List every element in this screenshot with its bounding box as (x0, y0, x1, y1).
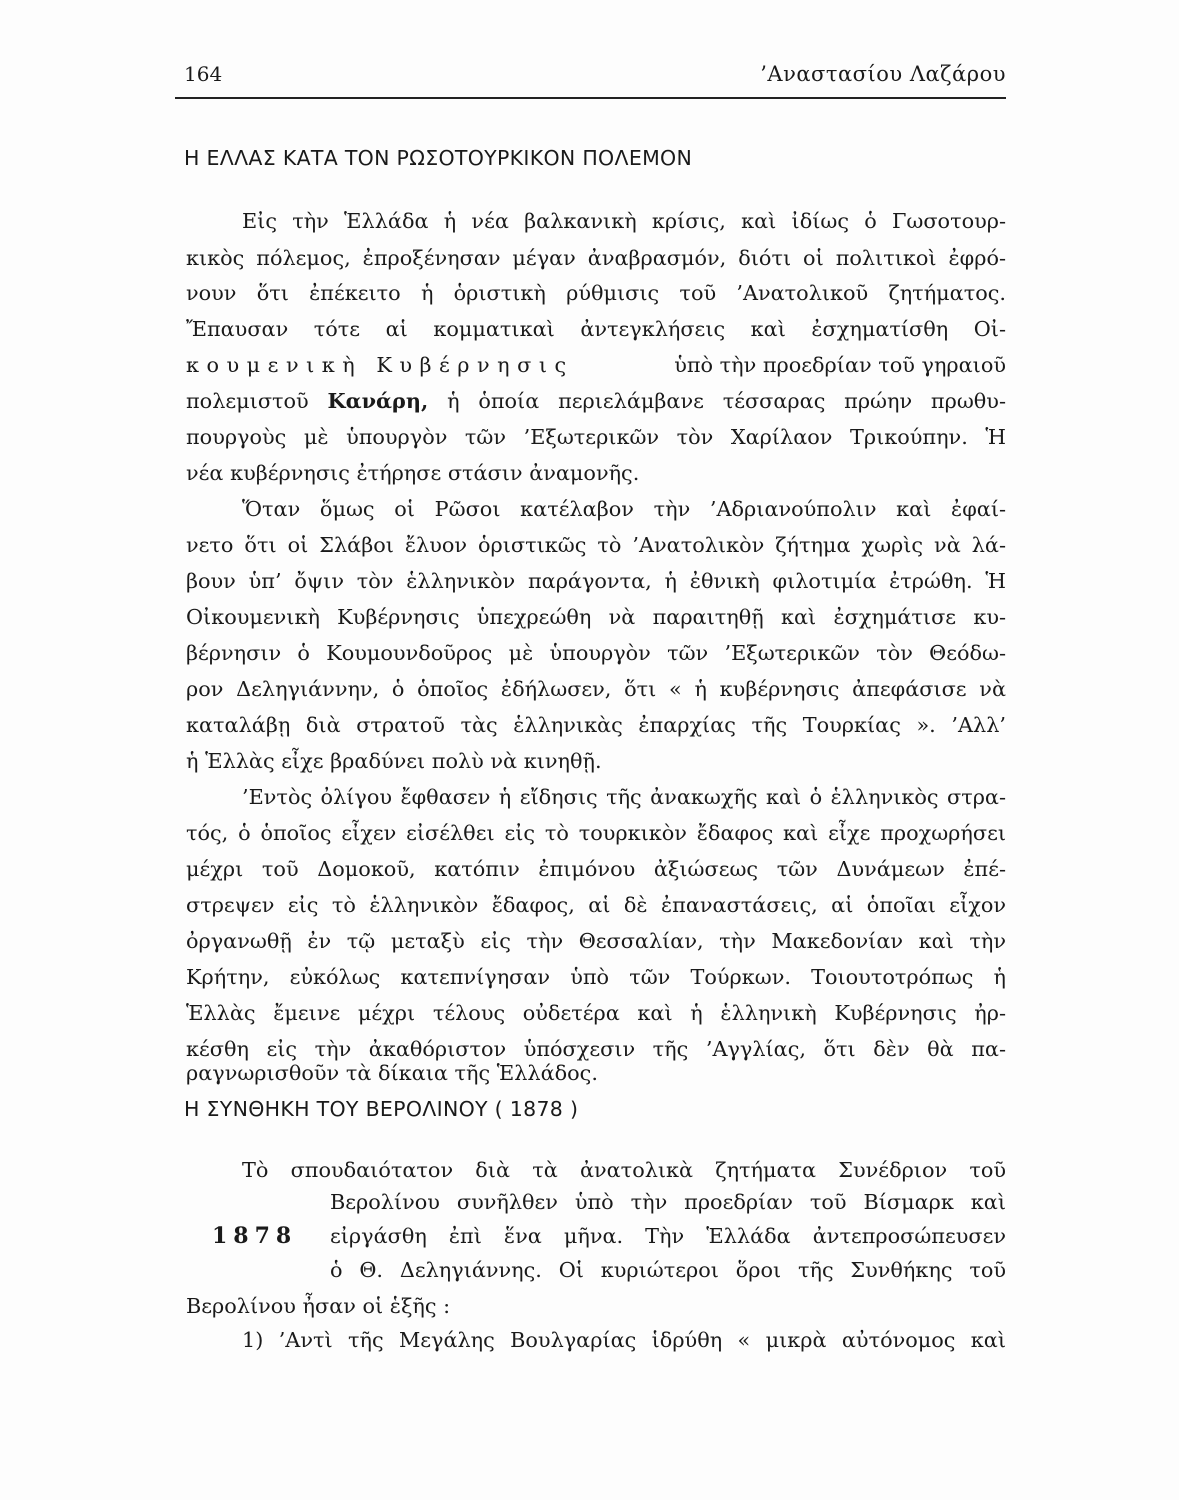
paragraph-line: Ὅταν ὅμως οἱ Ρῶσοι κατέλαβον τὴν ’Αδριανούπολιν καὶ ἐφαί- (242, 497, 1006, 521)
paragraph-line: Εἰς τὴν Ἑλλάδα ἡ νέα βαλκανικὴ κρίσις, καὶ ἰδίως ὁ Γωσοτουρ- (242, 209, 1006, 233)
paragraph-line: Κρήτην, εὐκόλως κατεπνίγησαν ὑπὸ τῶν Τούρκων. Τοιουτοτρόπως ἡ (186, 965, 1006, 989)
paragraph-line: στρεψεν εἰς τὸ ἑλληνικὸν ἔδαφος, αἱ δὲ ἐπαναστάσεις, αἱ ὁποῖαι εἶχον (186, 893, 1006, 917)
paragraph-line: Τὸ σπουδαιότατον διὰ τὰ ἀνατολικὰ ζητήματα Συνέδριον τοῦ (242, 1158, 1006, 1182)
paragraph-line: ραγνωρισθοῦν τὰ δίκαια τῆς Ἑλλάδος. (186, 1061, 598, 1085)
paragraph-line: ’Εντὸς ὀλίγου ἔφθασεν ἡ εἴδησις τῆς ἀνακωχῆς καὶ ὁ ἑλληνικὸς στρα- (242, 785, 1006, 809)
paragraph-line: νετο ὅτι οἱ Σλάβοι ἔλυον ὁριστικῶς τὸ ’Ανατολικὸν ζήτημα χωρὶς νὰ λά- (186, 533, 1006, 557)
line-continuation: ὑπὸ τὴν προεδρίαν τοῦ γηραιοῦ (674, 353, 1006, 377)
paragraph-line (186, 355, 1006, 376)
header-rule (175, 97, 1006, 99)
paragraph-line: ρον Δεληγιάννην, ὁ ὁποῖος ἐδήλωσεν, ὅτι « ἡ κυβέρνησις ἀπεφάσισε νὰ (186, 677, 1006, 701)
paragraph-line: Βερολίνου συνῆλθεν ὑπὸ τὴν προεδρίαν τοῦ Βίσμαρκ καὶ (330, 1190, 1006, 1214)
paragraph-line: Βερολίνου ἦσαν οἱ ἑξῆς : (186, 1294, 451, 1318)
paragraph-line: μέχρι τοῦ Δομοκοῦ, κατόπιν ἐπιμόνου ἀξιώσεως τῶν Δυνάμεων ἐπέ- (186, 857, 1006, 881)
paragraph-line: κέσθη εἰς τὴν ἀκαθόριστον ὑπόσχεσιν τῆς ’Αγγλίας, ὅτι δὲν θὰ πα- (186, 1037, 1006, 1061)
paragraph-line (186, 388, 1006, 413)
margin-year: 1878 (212, 1223, 298, 1249)
bold-name-kanaris: Κανάρη, (327, 388, 429, 413)
spaced-phrase: κουμενικὴ Κυβέρνησις (186, 353, 574, 377)
paragraph-line: βουν ὑπ’ ὄψιν τὸν ἑλληνικὸν παράγοντα, ἡ ἐθνικὴ φιλοτιμία ἐτρώθη. Ἡ (186, 569, 1006, 593)
running-head: ’Αναστασίου Λαζάρου (760, 62, 1006, 86)
page-header (184, 62, 1006, 92)
paragraph-line: 1) ’Αντὶ τῆς Μεγάλης Βουλγαρίας ἱδρύθη « μικρὰ αὐτόνομος καὶ (242, 1328, 1006, 1352)
paragraph-line: βέρνησιν ὁ Κουμουνδοῦρος μὲ ὑπουργὸν τῶν ’Εξωτερικῶν τὸν Θεόδω- (186, 641, 1006, 665)
paragraph-line: ἡ Ἑλλὰς εἶχε βραδύνει πολὺ νὰ κινηθῇ. (186, 749, 602, 773)
line-text: ἡ ὁποία περιελάμβανε τέσσαρας πρώην πρωθυ- (447, 389, 1006, 413)
paragraph-line: νουν ὅτι ἐπέκειτο ἡ ὁριστικὴ ρύθμισις τοῦ ’Ανατολικοῦ ζητήματος. (186, 281, 1006, 305)
paragraph-line: εἰργάσθη ἐπὶ ἕνα μῆνα. Τὴν Ἑλλάδα ἀντεπροσώπευσεν (330, 1224, 1006, 1248)
paragraph-line: Οἰκουμενικὴ Κυβέρνησις ὑπεχρεώθη νὰ παραιτηθῇ καὶ ἐσχημάτισε κυ- (186, 605, 1006, 629)
line-text: πολεμιστοῦ (186, 389, 309, 413)
paragraph-line: ὁ Θ. Δεληγιάννης. Οἱ κυριώτεροι ὅροι τῆς Συνθήκης τοῦ (330, 1258, 1006, 1282)
paragraph-line: νέα κυβέρνησις ἐτήρησε στάσιν ἀναμονῆς. (186, 461, 640, 485)
section-title-treaty-of-berlin: Η ΣΥΝΘΗΚΗ ΤΟΥ ΒΕΡΟΛΙΝΟΥ ( 1878 ) (184, 1097, 579, 1121)
paragraph-line: Ἔπαυσαν τότε αἱ κομματικαὶ ἀντεγκλήσεις καὶ ἐσχηματίσθη Οἰ- (186, 317, 1006, 341)
paragraph-line: ὀργανωθῇ ἐν τῷ μεταξὺ εἰς τὴν Θεσσαλίαν, τὴν Μακεδονίαν καὶ τὴν (186, 929, 1006, 953)
paragraph-line: κικὸς πόλεμος, ἐπροξένησαν μέγαν ἀναβρασμόν, διότι οἱ πολιτικοὶ ἐφρό- (186, 246, 1006, 270)
section-title-russo-turkish-war: Η ΕΛΛΑΣ ΚΑΤΑ ΤΟΝ ΡΩΣΟΤΟΥΡΚΙΚΟΝ ΠΟΛΕΜΟΝ (184, 146, 693, 170)
paragraph-line: τός, ὁ ὁποῖος εἶχεν εἰσέλθει εἰς τὸ τουρκικὸν ἔδαφος καὶ εἶχε προχωρήσει (186, 821, 1006, 845)
paragraph-line: Ἑλλὰς ἔμεινε μέχρι τέλους οὐδετέρα καὶ ἡ ἑλληνικὴ Κυβέρνησις ἠρ- (186, 1001, 1006, 1025)
paragraph-line: πουργοὺς μὲ ὑπουργὸν τῶν ’Εξωτερικῶν τὸν Χαρίλαον Τρικούπην. Ἡ (186, 425, 1006, 449)
page-number: 164 (184, 62, 223, 86)
paragraph-line: καταλάβῃ διὰ στρατοῦ τὰς ἑλληνικὰς ἐπαρχίας τῆς Τουρκίας ». ’Αλλ’ (186, 713, 1006, 737)
